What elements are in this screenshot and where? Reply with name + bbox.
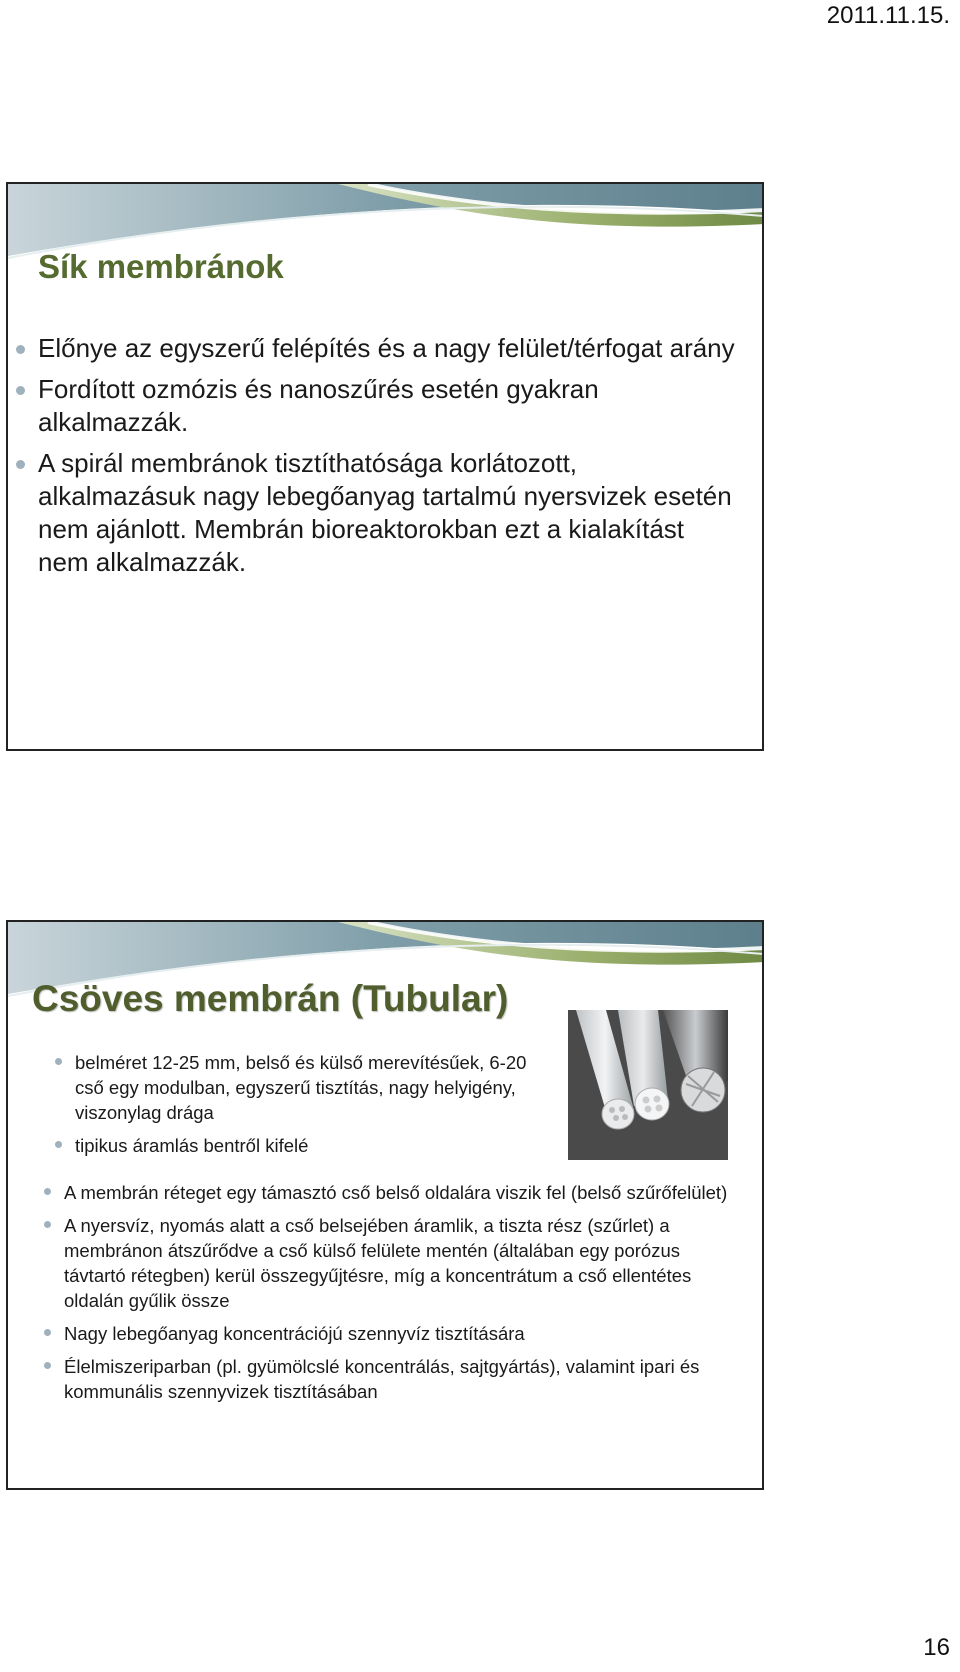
bullet-list bbox=[38, 332, 738, 587]
bullet-text: Fordított ozmózis és nanoszűrés esetén gyakran alkalmazzák. bbox=[38, 374, 599, 437]
bullet-text: Előnye az egyszerű felépítés és a nagy felület/térfogat arány bbox=[38, 333, 735, 363]
bullet-text: Élelmiszeriparban (pl. gyümölcslé koncentrálás, sajtgyártás), valamint ipari és kommunális szennyvizek tisztításában bbox=[64, 1356, 700, 1402]
bullet-dot-icon bbox=[44, 1329, 51, 1336]
page-number: 16 bbox=[923, 1634, 950, 1661]
list-item bbox=[75, 1050, 555, 1125]
list-item bbox=[75, 1133, 555, 1158]
bullet-list-top bbox=[75, 1050, 555, 1166]
list-item bbox=[38, 373, 738, 439]
slide-sik-membranok bbox=[6, 182, 764, 751]
bullet-dot-icon bbox=[55, 1141, 62, 1148]
list-item bbox=[38, 332, 738, 365]
bullet-dot-icon bbox=[16, 460, 25, 469]
bullet-text: A membrán réteget egy támasztó cső belső oldalára viszik fel (belső szűrőfelület) bbox=[64, 1182, 728, 1203]
bullet-dot-icon bbox=[44, 1362, 51, 1369]
page-date: 2011.11.15. bbox=[826, 2, 950, 29]
bullet-text: Nagy lebegőanyag koncentrációjú szennyvíz tisztítására bbox=[64, 1323, 525, 1344]
bullet-list-bottom bbox=[64, 1180, 744, 1412]
slide-csoves-membran bbox=[6, 920, 764, 1490]
list-item bbox=[64, 1321, 744, 1346]
bullet-dot-icon bbox=[16, 345, 25, 354]
list-item bbox=[64, 1213, 744, 1313]
bullet-dot-icon bbox=[55, 1058, 62, 1065]
bullet-dot-icon bbox=[16, 386, 25, 395]
bullet-text: belméret 12-25 mm, belső és külső merevítésűek, 6-20 cső egy modulban, egyszerű tisztítás, nagy helyigény, viszonylag drága bbox=[75, 1052, 527, 1123]
bullet-text: tipikus áramlás bentről kifelé bbox=[75, 1135, 309, 1156]
bullet-text: A nyersvíz, nyomás alatt a cső belsejében áramlik, a tiszta rész (szűrlet) a membránon átszűrődve a cső külső felülete mentén (általában egy porózus távtartó rétegben) kerül összegyűjtésre, míg a koncentrátum a cső ellentétes oldalán gyűlik össze bbox=[64, 1215, 692, 1311]
slide-title: Sík membránok bbox=[38, 248, 284, 285]
list-item bbox=[38, 447, 738, 579]
list-item bbox=[64, 1180, 744, 1205]
bullet-text: A spirál membránok tisztíthatósága korlátozott, alkalmazásuk nagy lebegőanyag tartalmú nyersvizek esetén nem ajánlott. Membrán bioreaktorokban ezt a kialakítást nem alkalmazzák. bbox=[38, 448, 732, 577]
slide-title: Csöves membrán (Tubular) bbox=[32, 978, 509, 1019]
bullet-dot-icon bbox=[44, 1188, 51, 1195]
tubular-membrane-photo bbox=[568, 1010, 728, 1160]
list-item bbox=[64, 1354, 744, 1404]
bullet-dot-icon bbox=[44, 1221, 51, 1228]
